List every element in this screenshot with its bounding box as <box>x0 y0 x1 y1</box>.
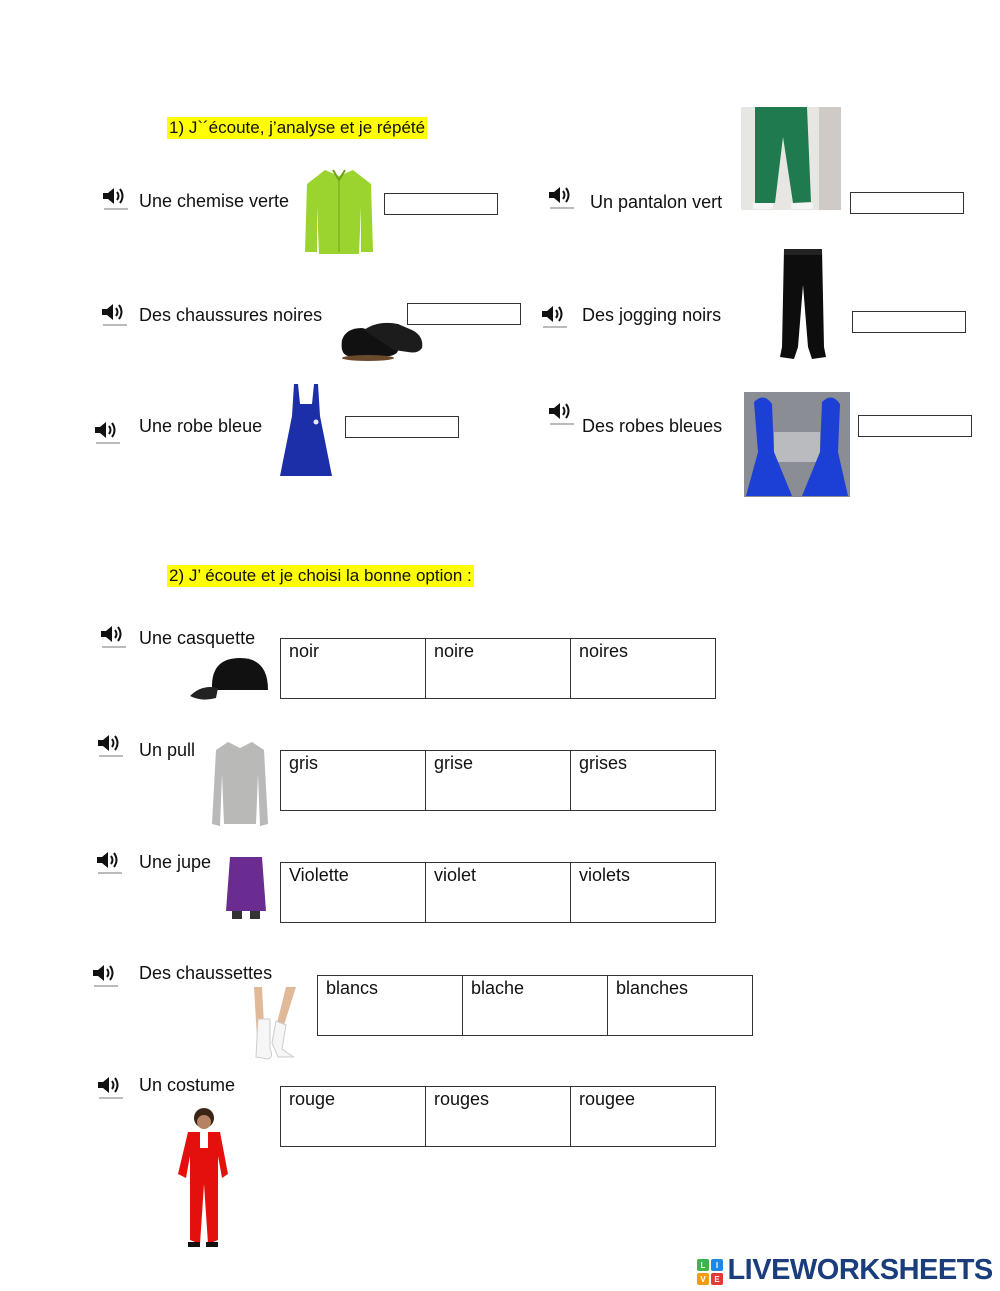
speaker-icon[interactable] <box>548 401 574 431</box>
section1-heading: 1) J`´écoute, j’analyse et je répété <box>169 118 426 137</box>
grey-sweater-image <box>210 740 270 828</box>
option-cell[interactable]: violet <box>426 863 571 923</box>
option-cell[interactable]: gris <box>281 751 426 811</box>
liveworksheets-logo <box>697 1254 997 1288</box>
white-socks-image <box>248 985 300 1061</box>
speaker-icon[interactable] <box>92 963 118 993</box>
options-table <box>280 862 716 923</box>
blue-gowns-image <box>744 392 850 497</box>
item-label: Des jogging noirs <box>582 305 722 325</box>
section2-heading: 2) J’ écoute et je choisi la bonne option : <box>169 566 472 585</box>
option-cell[interactable]: Violette <box>281 863 426 923</box>
item-label: Une jupe <box>139 852 212 872</box>
purple-skirt-image <box>222 855 270 921</box>
item-label: Une casquette <box>139 628 256 648</box>
option-cell[interactable]: rougee <box>571 1087 716 1147</box>
option-cell[interactable]: noir <box>281 639 426 699</box>
svg-text:E: E <box>714 1275 720 1285</box>
answer-box[interactable] <box>407 303 521 325</box>
option-cell[interactable]: rouges <box>426 1087 571 1147</box>
option-cell[interactable]: blanches <box>608 976 753 1036</box>
item-label: Une robe bleue <box>139 416 263 436</box>
answer-box[interactable] <box>852 311 966 333</box>
speaker-icon[interactable] <box>548 185 574 215</box>
svg-text:V: V <box>700 1275 706 1285</box>
options-table <box>280 1086 716 1147</box>
item-label: Un pull <box>139 740 196 760</box>
item-label: Un costume <box>139 1075 236 1095</box>
green-pants-image <box>741 107 841 210</box>
answer-box[interactable] <box>384 193 498 215</box>
option-cell[interactable]: violets <box>571 863 716 923</box>
options-table <box>280 638 716 699</box>
speaker-icon[interactable] <box>541 304 567 334</box>
speaker-icon[interactable] <box>97 733 123 763</box>
speaker-icon[interactable] <box>96 850 122 880</box>
logo-blocks-icon <box>697 1259 723 1290</box>
speaker-icon[interactable] <box>101 302 127 332</box>
speaker-icon[interactable] <box>102 186 128 216</box>
item-label: Des chaussures noires <box>139 305 323 325</box>
option-cell[interactable]: grise <box>426 751 571 811</box>
option-cell[interactable]: noire <box>426 639 571 699</box>
option-cell[interactable]: grises <box>571 751 716 811</box>
speaker-icon[interactable] <box>100 624 126 654</box>
black-joggers-image <box>778 247 828 362</box>
option-cell[interactable]: noires <box>571 639 716 699</box>
options-table <box>317 975 753 1036</box>
green-shirt-image <box>303 166 375 256</box>
option-cell[interactable]: blache <box>463 976 608 1036</box>
red-suit-image <box>170 1104 236 1250</box>
answer-box[interactable] <box>850 192 964 214</box>
speaker-icon[interactable] <box>97 1075 123 1105</box>
logo-text: LIVEWORKSHEETS <box>727 1254 993 1286</box>
answer-box[interactable] <box>858 415 972 437</box>
svg-text:I: I <box>715 1261 719 1271</box>
blue-dress-image <box>278 382 334 480</box>
options-table <box>280 750 716 811</box>
answer-box[interactable] <box>345 416 459 438</box>
speaker-icon[interactable] <box>94 420 120 450</box>
item-label: Des robes bleues <box>582 416 723 436</box>
svg-text:L: L <box>700 1261 706 1271</box>
black-cap-image <box>188 654 270 706</box>
item-label: Des chaussettes <box>139 963 273 983</box>
option-cell[interactable]: blancs <box>318 976 463 1036</box>
option-cell[interactable]: rouge <box>281 1087 426 1147</box>
item-label: Une chemise verte <box>139 191 290 211</box>
item-label: Un pantalon vert <box>590 192 723 212</box>
